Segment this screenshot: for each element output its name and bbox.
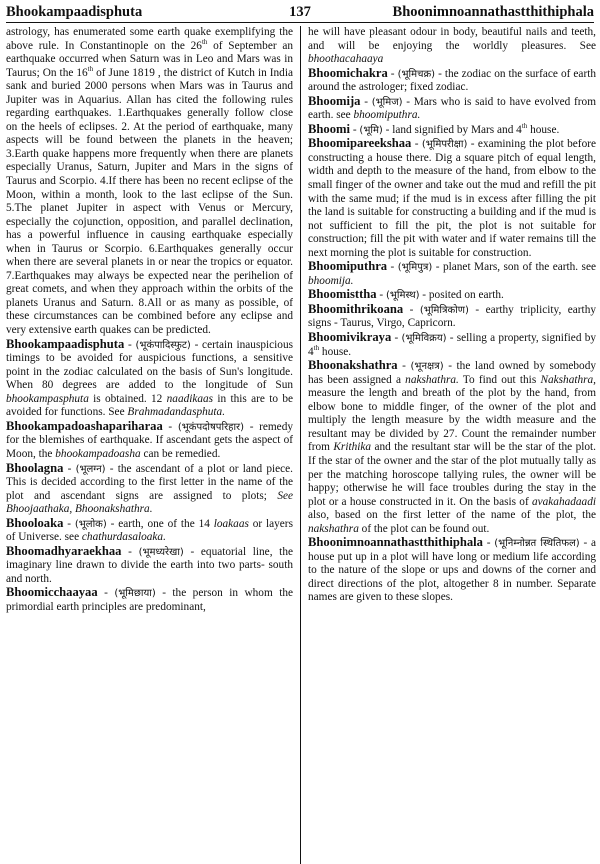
entry-headword: Bhookampadoashapariharaa: [6, 418, 163, 433]
entry-headword: Bhooloaka: [6, 515, 64, 530]
entry-headword: Bhoomipareekshaa: [308, 136, 412, 151]
column-divider: [300, 26, 301, 864]
entry-bhoomiputhra: Bhoomiputhra - (भूमिपुत्र) - planet Mars, son of the earth. see bhoomija.: [308, 259, 596, 287]
entry-headword: Bhoomichakra: [308, 65, 388, 80]
entry-headword: Bhookampaadisphuta: [6, 336, 125, 351]
entry-bhoomisttha: Bhoomisttha - (भूमिस्थ) - posited on earth.: [308, 287, 504, 302]
header-rule: [6, 22, 594, 23]
devanagari-term: (भूमित्रिकोण): [419, 304, 469, 316]
entry-bhookampaadisphuta: Bhookampaadisphuta - (भूकंपादिस्फुट) - certain inauspicious timings to be avoided for auspicious functions, a sensitive point in the zodiac calculated on the basis of Sun's longitude. When 80 degrees are added to the longitude of Sun bhookampasphuta is obtained. 12 naadikaas in this are to be avoided for functions. See Brahmadandasphuta.: [6, 336, 293, 419]
left-column: [6, 26, 293, 864]
devanagari-term: (भूमिविक्रय): [401, 333, 447, 345]
entry-bhooloaka: Bhooloaka - (भूलोक) - earth, one of the 14 loakaas or layers of Universe. see chathurdasaloaka.: [6, 515, 293, 544]
devanagari-term: (भूमिपरीक्षा): [421, 139, 468, 151]
entry-bhoomicchaayaa: Bhoomicchaayaa - (भूमिछाया) - the person in whom the primordial earth principles are predominant,: [6, 585, 293, 613]
entry-bhoomithrikoana: Bhoomithrikoana - (भूमित्रिकोण) - earthy triplicity, earthy signs - Taurus, Virgo, Capricorn.: [308, 301, 596, 330]
devanagari-term: (भूमिछाया): [114, 588, 156, 600]
entry-headword: Bhoonimnoannathastthithiphala: [308, 535, 483, 550]
devanagari-term: (भूमि): [359, 124, 383, 136]
entry-bhoomipareekshaa: Bhoomipareekshaa - (भूमिपरीक्षा) - examining the plot before constructing a house there. Dig a square pitch of equal length, width and depth to the measure of the hand, from elbow to the small finger of the owner and take out the mud and refill the pit with the same mud; if the mud is in excess after filling the pit the land is suitable for constructing a building and if the mud is not sufficient to fill the pit, the plot is not suitable for construction; fill the pit with water and if water remains till the next morning the plot is suitable for construction.: [308, 136, 596, 259]
devanagari-term: (भूलग्न): [75, 463, 106, 475]
devanagari-term: (भूकंपदोषपरिहार): [177, 421, 245, 433]
entry-bhoomichakra: Bhoomichakra - (भूमिचक्र) - the zodiac on the surface of earth around the astrologer; fixed zodiac.: [308, 65, 596, 94]
entry-headword: Bhoomicchaayaa: [6, 585, 98, 600]
devanagari-term: (भूमिज): [371, 96, 403, 108]
devanagari-term: (भूनिम्नोन्नत स्थितिफल): [494, 538, 580, 550]
devanagari-term: (भूमध्यरेखा): [138, 546, 184, 558]
devanagari-term: (भूकंपादिस्फुट): [135, 339, 191, 351]
devanagari-term: (भूमिपुत्र): [397, 262, 433, 274]
page-number: 137: [289, 4, 311, 20]
devanagari-term: (भूलोक): [74, 518, 107, 530]
entry-headword: Bhoomi: [308, 121, 350, 136]
entry-bhoomi: Bhoomi - (भूमि) - land signified by Mars and 4th house.: [308, 121, 560, 136]
entry-bhoolagna: Bhoolagna - (भूलग्न) - the ascendant of a plot or land piece. This is decided according to the first letter in the name of the plot and ascendant signs are assigned to plots; See Bhoojaathaka, Bhoonakshathra.: [6, 460, 293, 516]
entry-headword: Bhoolagna: [6, 460, 64, 475]
entry-bhoonimnoannathastthithiphala: Bhoonimnoannathastthithiphala - (भूनिम्नोन्नत स्थितिफल) - a house put up in a plot will have long or medium life according to the nature of the slope or ups and downs of the corner and direct directions of the plot, altogether 8 in number. Separate names are given to these slopes.: [308, 535, 596, 604]
devanagari-term: (भूनक्षत्र): [410, 361, 444, 373]
entry-headword: Bhoomija: [308, 93, 361, 108]
entry-headword: Bhoomiputhra: [308, 259, 388, 274]
entry-headword: Bhoomadhyaraekhaa: [6, 543, 122, 558]
entry-headword: Bhoomisttha: [308, 287, 377, 302]
entry-headword: Bhoonakshathra: [308, 358, 398, 373]
page-header: [6, 4, 594, 24]
devanagari-term: (भूमिस्थ): [386, 290, 420, 302]
right-column: [308, 26, 596, 864]
entry-headword: Bhoomithrikoana: [308, 301, 404, 316]
running-head-right: Bhoonimnoannathastthithiphala: [392, 4, 594, 20]
continued-paragraph: he will have pleasant odour in body, beautiful nails and teeth, and will be enjoying the worldly pleasures. See bhoothacahaaya: [308, 26, 596, 66]
entry-bhoomadhyaraekhaa: Bhoomadhyaraekhaa - (भूमध्यरेखा) - equatorial line, the imaginary line drawn to divide the earth into two parts- south and north.: [6, 543, 293, 585]
entry-headword: Bhoomivikraya: [308, 330, 392, 345]
entry-bhookampadoashapariharaa: Bhookampadoashapariharaa - (भूकंपदोषपरिहार) - remedy for the blemishes of earthquake. If ascendant gets the aspect of Moon, the bhookampadoasha can be remedied.: [6, 418, 293, 460]
entry-bhoonakshathra: Bhoonakshathra - (भूनक्षत्र) - the land owned by somebody has been assigned a nakshathra. To find out this Nakshathra, measure the length and breath of the plot by the hand, from elbow bone to middle finger, of the owner of the plot and multiply the length measure by the width measure and the resultant may be divided by 27. Count the remainder number from Krithika and the resultant star will be the star of the plot. If the star of the owner and the star of the plot mutually tally as per the matching horoscope tallying rules, the owner will be happy; otherwise he will face troubles during the stay in the plot or a house constructed in it. On the basis of avakahadaadi also, based on the first letter of the name of the plot, the nakshathra of the plot can be found out.: [308, 358, 596, 535]
entry-bhoomivikraya: Bhoomivikraya - (भूमिविक्रय) - selling a property, signified by 4th house.: [308, 330, 596, 358]
intro-paragraph: astrology, has enumerated some earth quake exemplifying the above rule. In Constantinople on the 26th of September an earthquake occurred when Saturn was in Leo and Mars was in Taurus; On the 16th of June 1819 , the district of Kutch in India sank and buried 2000 persons when Mars was in Taurus and Jupiter was in Aquarius. Allan has cited the following rules regarding earthquakes. 1.Earthquakes generally follow close on the heels of eclipses. 2. At the period of earthquake, many aspects will be found between the planets in the heaven; 3.Earth quake happens more frequently when there are planets especially Uranus, Saturn, Jupiter and Mars in the signs of Taurus and Scorpio. 4.If there has been no recent eclipse of the Moon, within a month, look to the last eclipse of the Sun. 5.The planet Jupiter in aspect with Venus or Mercury, especially the cojunction, opposition, and parallel declination, has a powerful influence in causing earthquake especially when in Taurus or Scorpio. 6.Earthquakes generally occur when there are several planets in or near the tropics or equator. 7.Earthquakes may always be expected near the perihelion of great comets, and when they approach within the orbits of the planets Uranus and Saturn. 8.All or as many as possible, of these circumstances can be combined before any eclipse and very extensive earth quakes can be predicted.: [6, 26, 293, 337]
devanagari-term: (भूमिचक्र): [397, 68, 436, 80]
entry-bhoomija: Bhoomija - (भूमिज) - Mars who is said to have evolved from earth. see bhoomiputhra.: [308, 93, 596, 122]
running-head-left: Bhookampaadisphuta: [6, 4, 143, 20]
